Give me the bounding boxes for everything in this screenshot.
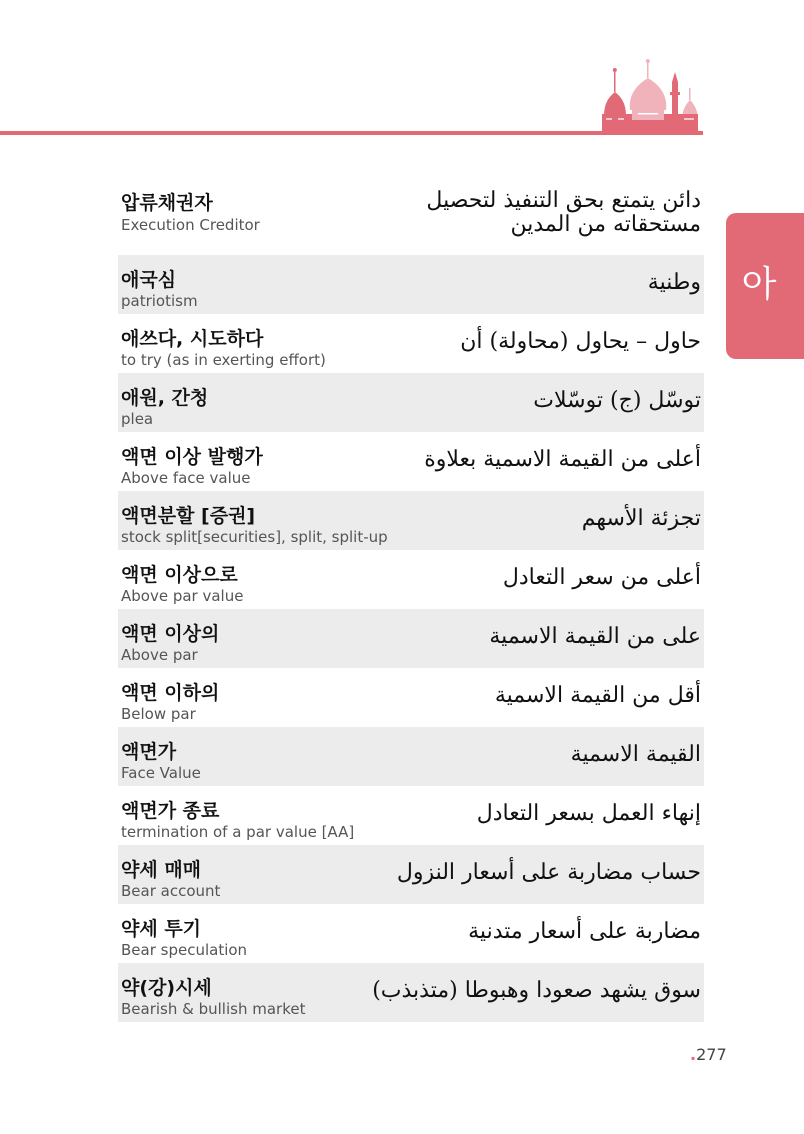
- english-term: Face Value: [121, 764, 201, 782]
- korean-term: 액면분할 [증권]: [121, 505, 256, 527]
- arabic-term: سوق يشهد صعودا وهبوطا (متذبذب): [372, 978, 701, 1003]
- arabic-term: دائن يتمتع بحق التنفيذ لتحصيل مستحقاته من المدين: [426, 188, 701, 237]
- arabic-term: توسّل (ج) توسّلات: [533, 388, 701, 413]
- arabic-term: وطنية: [647, 270, 701, 295]
- korean-term: 약세 투기: [121, 918, 202, 940]
- korean-term: 약세 매매: [121, 859, 202, 881]
- korean-term: 액면 이하의: [121, 682, 220, 704]
- english-term: patriotism: [121, 292, 198, 310]
- list-item: [118, 904, 704, 963]
- page-number: [690, 1045, 727, 1065]
- korean-term: 애원, 간청: [121, 387, 209, 409]
- arabic-term: أقل من القيمة الاسمية: [494, 683, 701, 708]
- list-item: [118, 491, 704, 550]
- arabic-term: حساب مضاربة على أسعار النزول: [396, 860, 701, 885]
- list-item: [118, 255, 704, 314]
- english-term: Above par: [121, 646, 198, 664]
- list-item: [118, 786, 704, 845]
- arabic-term: القيمة الاسمية: [570, 742, 701, 767]
- korean-term: 액면 이상 발행가: [121, 446, 263, 468]
- list-item: [118, 177, 704, 255]
- list-item: [118, 845, 704, 904]
- page-number-dot: .: [690, 1045, 697, 1064]
- korean-term: 액면 이상으로: [121, 564, 238, 586]
- english-term: stock split[securities], split, split-up: [121, 528, 388, 546]
- english-term: Bearish & bullish market: [121, 1000, 306, 1018]
- english-term: Bear speculation: [121, 941, 248, 959]
- mosque-icon: [598, 58, 704, 134]
- korean-term: 압류채권자: [121, 192, 213, 214]
- arabic-term: على من القيمة الاسمية: [489, 624, 701, 649]
- list-item: [118, 550, 704, 609]
- english-term: Above par value: [121, 587, 244, 605]
- list-item: [118, 727, 704, 786]
- arabic-term: أعلى من سعر التعادل: [502, 565, 701, 590]
- english-term: Execution Creditor: [121, 216, 260, 234]
- page-number-value: 277: [696, 1045, 727, 1064]
- list-item: [118, 373, 704, 432]
- english-term: Below par: [121, 705, 196, 723]
- english-term: termination of a par value [AA]: [121, 823, 355, 841]
- english-term: Above face value: [121, 469, 251, 487]
- arabic-term: إنهاء العمل بسعر التعادل: [476, 801, 701, 826]
- list-item: [118, 314, 704, 373]
- list-item: [118, 609, 704, 668]
- korean-term: 액면가: [121, 741, 177, 763]
- korean-term: 애쓰다, 시도하다: [121, 328, 264, 350]
- glossary-list: [118, 177, 704, 1022]
- korean-term: 액면 이상의: [121, 623, 220, 645]
- section-tab-letter: 아: [741, 264, 777, 305]
- korean-term: 액면가 종료: [121, 800, 220, 822]
- arabic-term: حاول – يحاول (محاولة) أن: [460, 329, 701, 354]
- arabic-term: أعلى من القيمة الاسمية بعلاوة: [424, 447, 701, 472]
- english-term: plea: [121, 410, 154, 428]
- korean-term: 약(강)시세: [121, 977, 212, 999]
- english-term: Bear account: [121, 882, 221, 900]
- english-term: to try (as in exerting effort): [121, 351, 326, 369]
- korean-term: 애국심: [121, 269, 177, 291]
- arabic-term: تجزئة الأسهم: [581, 506, 701, 531]
- list-item: [118, 668, 704, 727]
- list-item: [118, 963, 704, 1022]
- arabic-term: مضاربة على أسعار متدنية: [468, 919, 701, 944]
- list-item: [118, 432, 704, 491]
